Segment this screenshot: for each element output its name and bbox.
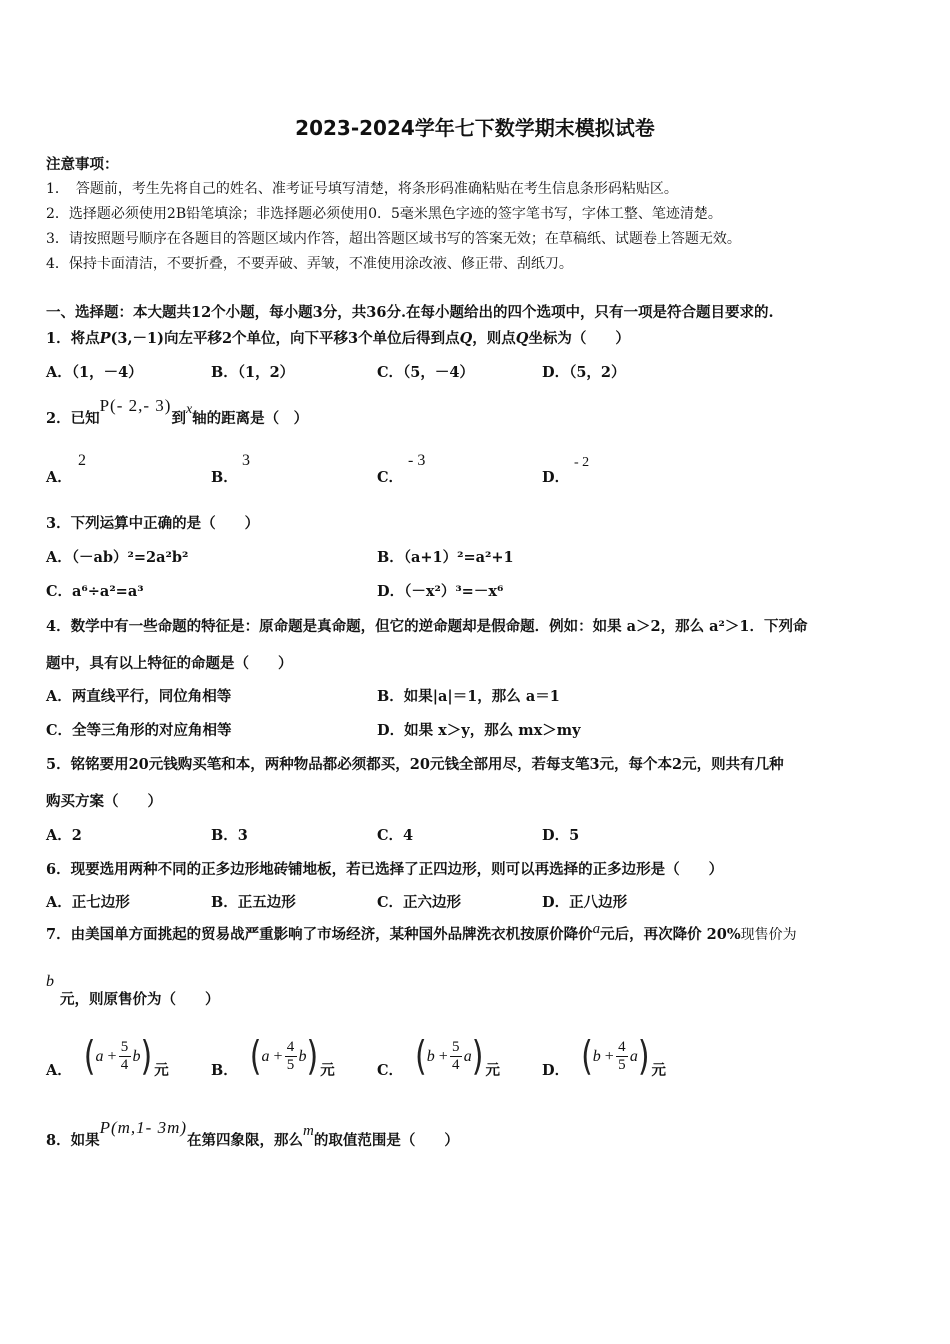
question-2-stem: 2．已知P(- 2,- 3)到x轴的距离是（ ） — [46, 396, 309, 427]
question-6-option-b[interactable]: B．正五边形 — [211, 894, 296, 911]
question-2-option-d[interactable]: D． — [542, 469, 570, 486]
question-7-option-d[interactable]: D． ( b + $\frac{4}{5}$ a ) 元 — [542, 1032, 667, 1081]
question-4-stem-line2: 题中，具有以上特征的命题是（ ） — [46, 655, 293, 672]
question-4-option-c[interactable]: C．全等三角形的对应角相等 — [46, 722, 232, 739]
expression: ( b + $\frac{4}{5}$ a ) — [581, 1032, 650, 1081]
question-4-option-b[interactable]: B．如果|a|＝1，那么 a＝1 — [377, 688, 560, 705]
notice-item: 3．请按照题号顺序在各题目的答题区域内作答，超出答题区域书写的答案无效；在草稿纸、试题卷上答题无效。 — [46, 231, 741, 247]
question-2-option-d-value: - 2 — [574, 455, 590, 470]
question-2-option-c-value: - 3 — [408, 452, 426, 469]
question-5-option-b[interactable]: B．3 — [211, 827, 248, 844]
expression: ( a + $\frac{4}{5}$ b ) — [249, 1032, 319, 1081]
page-title: 2023-2024学年七下数学期末模拟试卷 — [295, 116, 655, 140]
question-2-option-c[interactable]: C． — [377, 469, 404, 486]
question-2-option-a[interactable]: A． — [46, 469, 72, 486]
question-7-option-c[interactable]: C． ( b + $\frac{5}{4}$ a ) 元 — [377, 1032, 501, 1081]
question-7-stem-line2: 元，则原售价为（ ） — [60, 991, 220, 1008]
question-5-option-c[interactable]: C．4 — [377, 827, 414, 844]
question-7-option-b[interactable]: B． ( a + $\frac{4}{5}$ b ) 元 — [211, 1032, 335, 1081]
question-1-option-d[interactable]: D．（5，2） — [542, 364, 626, 381]
question-3-stem: 3．下列运算中正确的是（ ） — [46, 515, 260, 532]
notice-item: 1． 答题前，考生先将自己的姓名、准考证号填写清楚，将条形码准确粘贴在考生信息条形码粘贴区。 — [46, 181, 678, 197]
question-6-option-a[interactable]: A．正七边形 — [46, 894, 130, 911]
question-4-option-a[interactable]: A．两直线平行，同位角相等 — [46, 688, 232, 705]
question-5-option-d[interactable]: D．5 — [542, 827, 580, 844]
question-2-option-b[interactable]: B． — [211, 469, 238, 486]
question-3-option-a[interactable]: A．（－ab）²=2a²b² — [46, 549, 189, 566]
notice-item: 2．选择题必须使用2B铅笔填涂；非选择题必须使用0．5毫米黑色字迹的签字笔书写，字体工整、笔迹清楚。 — [46, 206, 722, 222]
question-1-option-a[interactable]: A．（1，－4） — [46, 364, 143, 381]
question-7-option-a[interactable]: A． ( a + $\frac{5}{4}$ b ) 元 — [46, 1032, 169, 1081]
question-6-option-c[interactable]: C．正六边形 — [377, 894, 462, 911]
question-3-option-c[interactable]: C．a⁶÷a²=a³ — [46, 583, 144, 600]
variable-b: b — [46, 973, 54, 990]
question-1-option-b[interactable]: B．（1，2） — [211, 364, 295, 381]
question-3-option-b[interactable]: B．（a+1）²=a²+1 — [377, 549, 514, 566]
question-2-option-a-value: 2 — [78, 452, 86, 469]
question-6-option-d[interactable]: D．正八边形 — [542, 894, 628, 911]
question-1-stem: 1．将点P(3,－1)向左平移2个单位，向下平移3个单位后得到点Q，则点Q坐标为（ ） — [46, 330, 630, 347]
expression: ( b + $\frac{5}{4}$ a ) — [415, 1032, 484, 1081]
math-point: P(m,1- 3m) — [99, 1118, 188, 1137]
notice-item: 4．保持卡面清洁，不要折叠，不要弄破、弄皱，不准使用涂改液、修正带、刮纸刀。 — [46, 256, 573, 272]
question-5-stem-line1: 5．铭铭要用20元钱购买笔和本，两种物品都必须都买，20元钱全部用尽，若每支笔3元，每个本2元，则共有几种 — [46, 756, 784, 773]
question-4-stem-line1: 4．数学中有一些命题的特征是：原命题是真命题，但它的逆命题却是假命题．例如：如果 a＞2，那么 a²＞1．下列命 — [46, 618, 808, 635]
section-heading: 一、选择题：本大题共12个小题，每小题3分，共36分.在每小题给出的四个选项中，只有一项是符合题目要求的. — [46, 304, 774, 321]
question-6-stem: 6．现要选用两种不同的正多边形地砖铺地板，若已选择了正四边形，则可以再选择的正多边形是（ ） — [46, 861, 724, 878]
notice-heading: 注意事项： — [46, 156, 119, 173]
question-1-option-c[interactable]: C．（5，－4） — [377, 364, 474, 381]
question-8-stem: 8．如果P(m,1- 3m)在第四象限，那么m的取值范围是（ ） — [46, 1118, 459, 1149]
question-4-option-d[interactable]: D．如果 x＞y，那么 mx＞my — [377, 722, 581, 739]
question-5-stem-line2: 购买方案（ ） — [46, 793, 162, 810]
math-point: P(- 2,- 3) — [99, 396, 172, 415]
question-5-option-a[interactable]: A．2 — [46, 827, 82, 844]
expression: ( a + $\frac{5}{4}$ b ) — [83, 1032, 153, 1081]
question-3-option-d[interactable]: D．（－x²）³=－x⁶ — [377, 583, 504, 600]
question-7-stem-line1: 7．由美国单方面挑起的贸易战严重影响了市场经济，某种国外品牌洗衣机按原价降价a元后，再次降价 20%现售价为 — [46, 921, 797, 943]
question-2-option-b-value: 3 — [242, 452, 250, 469]
